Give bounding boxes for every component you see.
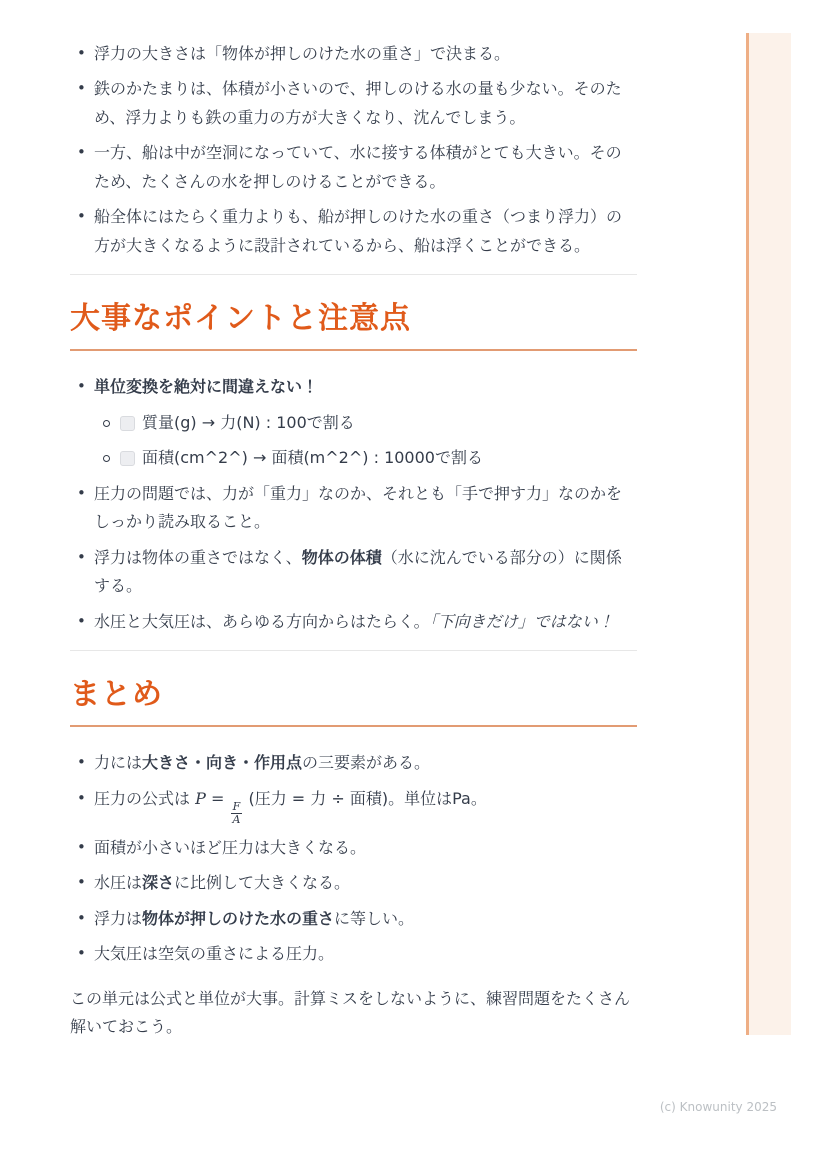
list-item: • 大気圧は空気の重さによる圧力。: [70, 940, 637, 968]
section-divider: [70, 274, 637, 275]
document-page: [70, 28, 637, 1042]
list-item: • 浮力は物体が押しのけた水の重さに等しい。: [70, 905, 637, 933]
checklist-item-label: 質量(g) → 力(N) : 100で割る: [142, 412, 355, 432]
list-item: [70, 373, 637, 472]
checklist-item: [94, 409, 637, 437]
checklist-item: [94, 444, 637, 472]
points-bullet-list: [70, 373, 637, 636]
list-item: • 面積が小さいほど圧力は大きくなる。: [70, 834, 637, 862]
list-item: • 浮力の大きさは「物体が押しのけた水の重さ」で決まる。: [70, 40, 637, 68]
summary-section-heading: まとめ: [70, 677, 637, 727]
summary-bullet-list: [70, 749, 637, 969]
checkbox-icon[interactable]: [120, 451, 135, 466]
list-item: • 水圧と大気圧は、あらゆる方向からはたらく。「下向きだけ」ではない！: [70, 608, 637, 636]
list-item-text: 単位変換を絶対に間違えない！: [94, 377, 319, 397]
list-item: • 圧力の問題では、力が「重力」なのか、それとも「手で押す力」なのかをしっかり読み取ること。: [70, 480, 637, 537]
checklist-item-label: 面積(cm^2^) → 面積(m^2^) : 10000で割る: [142, 448, 483, 468]
footer-credit: (c) Knowunity 2025: [659, 1100, 777, 1114]
unit-conversion-checklist: [94, 409, 637, 473]
checkbox-icon[interactable]: [120, 416, 135, 431]
list-item: • 力には大きさ・向き・作用点の三要素がある。: [70, 749, 637, 777]
side-accent-bar: [746, 33, 791, 1035]
points-section-heading: 大事なポイントと注意点: [70, 301, 637, 351]
list-item: • 水圧は深さに比例して大きくなる。: [70, 869, 637, 897]
list-item: • 浮力は物体の重さではなく、物体の体積（水に沈んでいる部分の）に関係する。: [70, 544, 637, 601]
list-item: • 鉄のかたまりは、体積が小さいので、押しのける水の量も少ない。そのため、浮力よりも鉄の重力の方が大きくなり、沈んでしまう。: [70, 75, 637, 132]
list-item: • 一方、船は中が空洞になっていて、水に接する体積がとても大きい。そのため、たくさんの水を押しのけることができる。: [70, 139, 637, 196]
section-divider: [70, 650, 637, 651]
closing-paragraph: この単元は公式と単位が大事。計算ミスをしないように、練習問題をたくさん解いておこう。: [70, 988, 631, 1037]
list-item: • 圧力の公式は P = $\frac{F}{A}$ (圧力 = 力 ÷ 面積)。単位はPa。: [70, 785, 637, 827]
list-item: • 船全体にはたらく重力よりも、船が押しのけた水の重さ（つまり浮力）の方が大きくなるように設計されているから、船は浮くことができる。: [70, 203, 637, 260]
intro-bullet-list: [70, 40, 637, 260]
